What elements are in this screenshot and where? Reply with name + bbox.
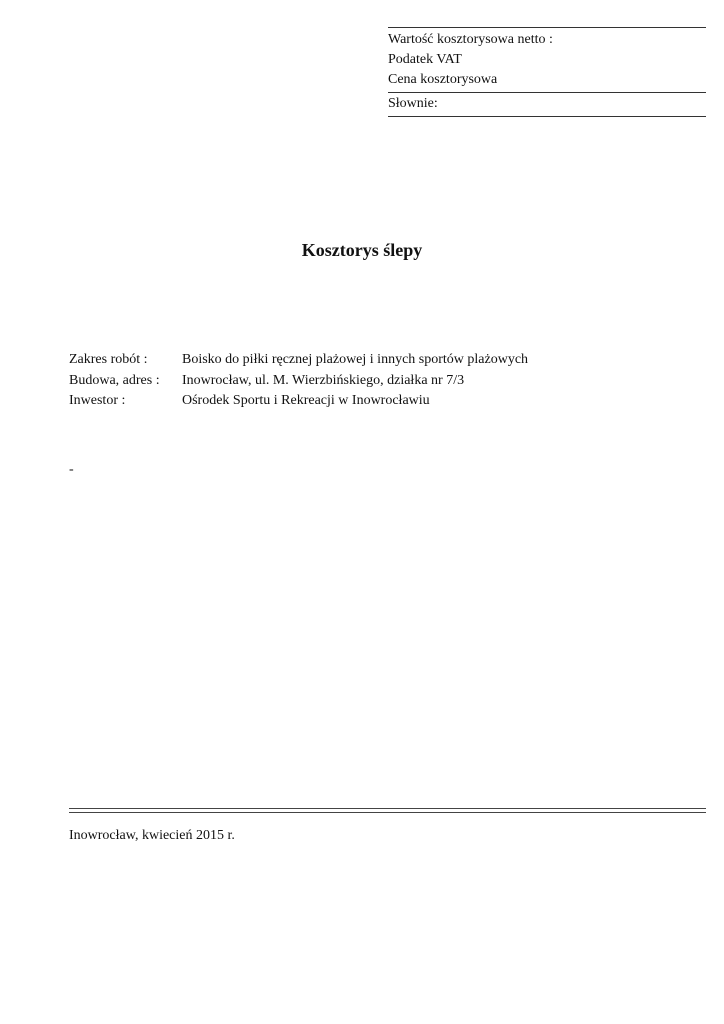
footer-double-rule [69,808,706,813]
address-label: Budowa, adres : [69,372,160,388]
valuation-box [388,27,706,117]
valuation-top-rule [388,27,706,28]
info-row-address [69,371,528,392]
scope-value: Boisko do piłki ręcznej plażowej i innych sportów plażowych [182,352,529,367]
words-label: Słownie: [388,96,438,111]
project-info [69,350,528,412]
investor-label: Inwestor : [69,393,126,408]
info-row-investor [69,391,528,412]
vat-label: Podatek VAT [388,52,462,67]
investor-value: Ośrodek Sportu i Rekreacji w Inowrocławiu [182,393,430,408]
valuation-mid-rule [388,92,706,93]
price-label: Cena kosztorysowa [388,72,498,87]
document-title: Kosztorys ślepy [301,240,423,260]
place-date: Inowrocław, kwiecień 2015 r. [69,828,235,843]
info-row-scope [69,350,528,371]
scope-label: Zakres robót : [69,352,148,367]
dash-mark: - [69,462,74,477]
valuation-bottom-rule [388,116,706,117]
address-value: Inowrocław, ul. M. Wierzbińskiego, działka nr 7/3 [182,372,465,388]
net-value-label: Wartość kosztorysowa netto : [388,32,553,47]
